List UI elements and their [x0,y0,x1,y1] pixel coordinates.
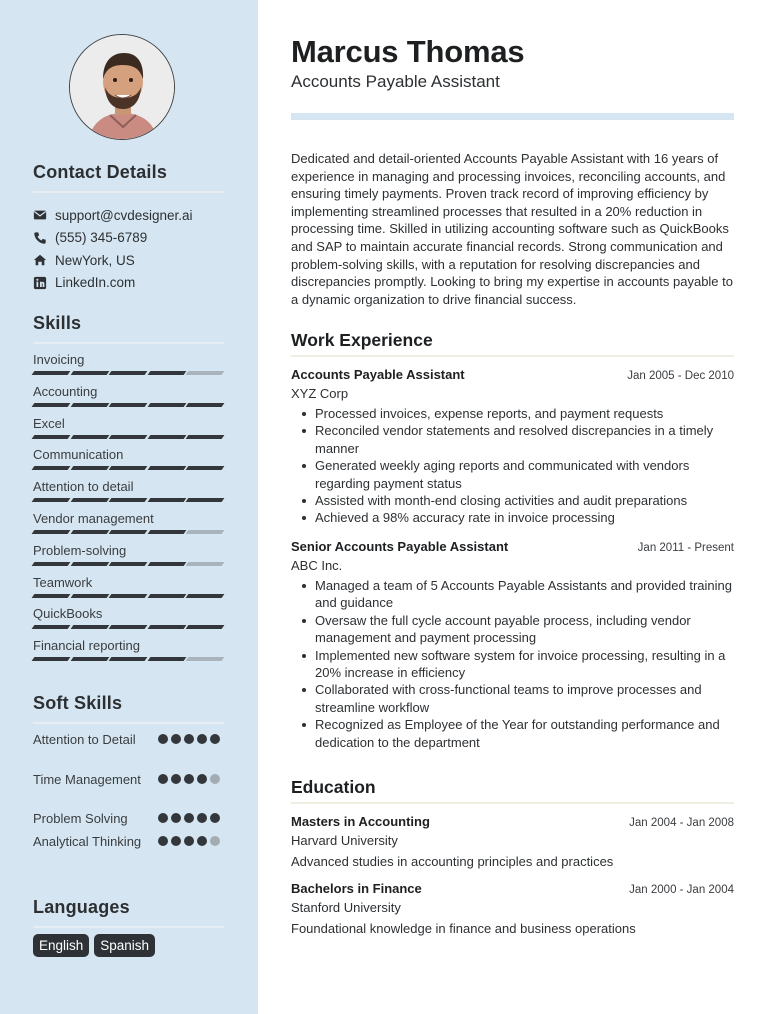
soft-skill-rating [158,836,220,846]
soft-skill-rating [158,774,220,784]
skill-level-segment [70,657,108,661]
company-name: ABC Inc. [291,558,343,573]
rating-dot [158,774,168,784]
skill-level-segment [186,562,224,566]
envelope-icon [33,208,47,222]
contact-location [33,249,233,272]
education-entry [291,814,734,869]
skill-level-segment [70,403,108,407]
home-icon [33,253,47,267]
soft-skill-name: Problem Solving [33,811,128,826]
rating-dot [184,774,194,784]
job-bullets [291,577,734,751]
skill-level-segment [32,594,70,598]
skill-item [33,446,224,478]
skill-level-segment [32,562,70,566]
rating-dot [171,774,181,784]
rating-dot [197,734,207,744]
soft-skill-rating [158,813,220,823]
skill-item [33,478,224,510]
soft-skills-heading: Soft Skills [33,693,123,713]
skill-level-segment [109,498,147,502]
skill-level-segment [186,435,224,439]
languages-list [33,934,155,957]
skill-level-segment [109,594,147,598]
skill-level-bar [33,562,223,566]
skill-name: QuickBooks [33,606,103,622]
skill-item [33,574,224,606]
rating-dot [210,774,220,784]
list-item: Oversaw the full cycle account payable process, including vendor management and payment processing [291,612,734,647]
list-item: Generated weekly aging reports and communicated with vendors regarding payment status [291,457,734,492]
skill-level-segment [32,657,70,661]
soft-skill-name: Attention to Detail [33,732,136,747]
list-item: Processed invoices, expense reports, and payment requests [291,405,734,422]
education-dates: Jan 2004 - Jan 2008 [629,817,734,829]
education-dates: Jan 2000 - Jan 2004 [629,884,734,896]
rating-dot [171,836,181,846]
soft-skills-list [33,731,224,873]
soft-skill-name: Analytical Thinking [33,834,142,849]
language-badge: English [33,934,89,957]
linkedin-icon [33,276,47,290]
contact-linkedin-text: LinkedIn.com [55,275,136,291]
contact-email-text: support@cvdesigner.ai [55,207,193,223]
avatar [69,34,175,140]
contact-email[interactable] [33,204,233,227]
skill-level-segment [186,657,224,661]
rating-dot [171,734,181,744]
work-entry [291,539,734,751]
skill-level-segment [186,371,224,375]
rating-dot [210,813,220,823]
rating-dot [197,774,207,784]
list-item: Collaborated with cross-functional teams to improve processes and streamline workflow [291,681,734,716]
company-name: XYZ Corp [291,386,349,401]
skill-level-bar [33,530,223,534]
job-dates: Jan 2005 - Dec 2010 [627,370,734,382]
soft-skill-item [33,833,224,873]
school-name: Stanford University [291,900,401,915]
divider [33,191,224,193]
rating-dot [184,813,194,823]
skill-level-segment [70,466,108,470]
skill-name: Attention to detail [33,479,134,495]
languages-section [33,897,224,928]
skill-level-segment [147,435,185,439]
soft-skill-item [33,771,224,810]
skill-name: Problem-solving [33,542,127,558]
rating-dot [197,813,207,823]
skill-level-segment [32,371,70,375]
skill-level-segment [186,403,224,407]
profile-photo-icon [70,35,175,140]
skill-level-segment [109,625,147,629]
skill-level-bar [33,371,223,375]
header-divider [291,113,734,120]
skill-item [33,351,224,383]
degree-name: Masters in Accounting [291,814,430,829]
phone-icon [33,231,47,245]
skill-item [33,605,224,637]
skill-level-segment [186,498,224,502]
job-bullets [291,405,734,527]
contact-linkedin[interactable] [33,272,233,295]
contact-location-text: NewYork, US [55,252,135,268]
main-content [258,0,768,1014]
skill-item [33,415,224,447]
skill-level-segment [70,435,108,439]
education-entry [291,881,734,936]
skill-level-segment [147,594,185,598]
skill-name: Excel [33,415,65,431]
skills-section [33,313,224,344]
sidebar [0,0,258,1014]
skill-level-segment [186,625,224,629]
candidate-title: Accounts Payable Assistant [291,72,500,91]
divider [291,802,734,804]
skill-name: Teamwork [33,574,93,590]
skill-level-segment [186,530,224,534]
work-heading: Work Experience [291,330,433,350]
skill-level-segment [70,562,108,566]
divider [33,722,224,724]
education-description: Foundational knowledge in finance and business operations [291,921,636,936]
skill-level-segment [109,530,147,534]
skill-level-segment [32,498,70,502]
divider [33,342,224,344]
skill-level-segment [147,466,185,470]
soft-skills-section [33,693,224,724]
skill-level-segment [186,594,224,598]
skill-level-segment [32,466,70,470]
skill-level-segment [109,562,147,566]
skill-level-segment [70,625,108,629]
rating-dot [184,836,194,846]
school-name: Harvard University [291,833,398,848]
skill-level-bar [33,435,223,439]
skill-level-segment [147,625,185,629]
rating-dot [158,813,168,823]
skill-level-segment [147,371,185,375]
skill-level-segment [109,466,147,470]
skill-item [33,510,224,542]
rating-dot [210,734,220,744]
work-entry [291,367,734,527]
skill-item [33,637,224,669]
skill-level-segment [109,657,147,661]
skill-level-segment [147,530,185,534]
skill-level-segment [70,371,108,375]
skill-level-segment [109,403,147,407]
soft-skill-name: Time Management [33,772,141,787]
soft-skill-item [33,731,224,771]
contact-section [33,162,224,193]
education-description: Advanced studies in accounting principles and practices [291,854,614,869]
skill-level-segment [32,625,70,629]
skill-level-segment [186,466,224,470]
skill-level-segment [147,657,185,661]
skill-level-segment [147,498,185,502]
rating-dot [184,734,194,744]
divider [33,926,224,928]
contact-list [33,204,233,294]
list-item: Implemented new software system for invoice processing, resulting in a 20% increase in efficiency [291,647,734,682]
skill-level-bar [33,625,223,629]
contact-heading: Contact Details [33,162,168,182]
rating-dot [171,813,181,823]
rating-dot [210,836,220,846]
skill-level-bar [33,594,223,598]
job-role: Accounts Payable Assistant [291,367,465,382]
skill-level-bar [33,498,223,502]
skill-level-segment [70,594,108,598]
skill-level-bar [33,657,223,661]
skills-list [33,351,224,669]
list-item: Assisted with month-end closing activities and audit preparations [291,492,734,509]
languages-heading: Languages [33,897,130,917]
skill-name: Invoicing [33,352,85,367]
skills-heading: Skills [33,313,82,333]
skill-level-bar [33,466,223,470]
skill-level-segment [147,403,185,407]
list-item: Reconciled vendor statements and resolved discrepancies in a timely manner [291,422,734,457]
job-role: Senior Accounts Payable Assistant [291,539,509,554]
skill-level-segment [109,435,147,439]
contact-phone-text: (555) 345-6789 [55,230,148,246]
list-item: Recognized as Employee of the Year for outstanding performance and dedication to the department [291,716,734,751]
rating-dot [197,836,207,846]
education-heading: Education [291,777,376,797]
divider [291,355,734,357]
list-item: Achieved a 98% accuracy rate in invoice processing [291,509,734,526]
skill-name: Accounting [33,383,98,399]
soft-skill-item [33,810,224,833]
degree-name: Bachelors in Finance [291,881,422,896]
skill-level-segment [32,403,70,407]
skill-name: Vendor management [33,510,154,526]
skill-level-segment [109,371,147,375]
skill-name: Communication [33,447,124,463]
contact-phone[interactable] [33,227,233,250]
language-badge: Spanish [94,934,155,957]
professional-summary: Dedicated and detail-oriented Accounts Payable Assistant with 16 years of experience in managing and processing invoices, reconciling accounts, and ensuring timely payments. Proven track record of improving efficiency by implementing streamlined processes that resulted in a 20% reduction in processing time. Skilled in utilizing accounting software such as QuickBooks and SAP to maintain accurate financial records. Strong communication and problem-solving skills, with a reputation for resolving discrepancies and discrepancies promptly. Looking to bring my expertise in accounts payable to a dynamic organization to drive financial success. [291,151,733,307]
skill-level-segment [32,435,70,439]
skill-level-bar [33,403,223,407]
job-dates: Jan 2011 - Present [637,542,734,554]
rating-dot [158,836,168,846]
candidate-name: Marcus Thomas [291,34,525,69]
soft-skill-rating [158,734,220,744]
skill-level-segment [70,498,108,502]
skill-name: Financial reporting [33,638,140,654]
skill-level-segment [70,530,108,534]
skill-level-segment [147,562,185,566]
skill-item [33,383,224,415]
list-item: Managed a team of 5 Accounts Payable Assistants and provided training and guidance [291,577,734,612]
skill-item [33,542,224,574]
skill-level-segment [32,530,70,534]
rating-dot [158,734,168,744]
